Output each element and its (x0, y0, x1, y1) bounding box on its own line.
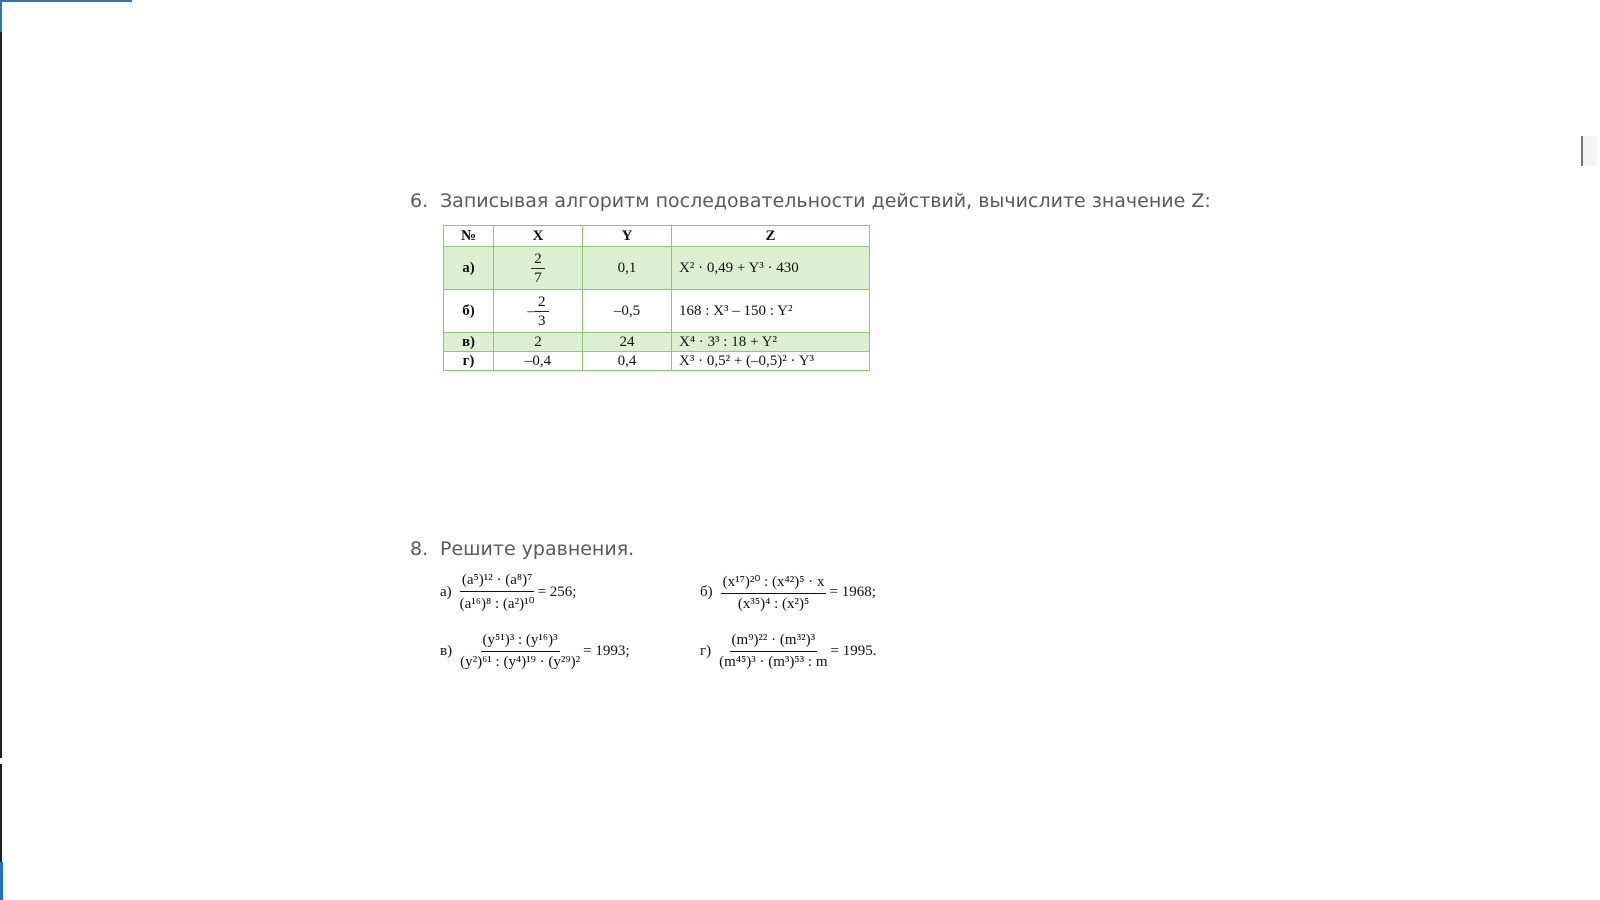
x-value: –0,4 (494, 352, 583, 371)
header-x: X (494, 226, 583, 247)
table-row (444, 352, 870, 371)
numerator: 2 (531, 250, 545, 269)
equation-fraction (721, 572, 827, 613)
task-8-heading (410, 538, 634, 560)
scrollbar-thumb[interactable] (1581, 136, 1597, 166)
table-row (444, 333, 870, 352)
y-value: 0,1 (583, 247, 672, 290)
equation-label: г) (700, 643, 712, 659)
equation-rhs: = 1995. (830, 643, 877, 659)
window-left-accent (0, 862, 3, 900)
values-table (443, 225, 870, 371)
equation-numerator: (a⁵)¹² · (a⁸)⁷ (460, 572, 534, 592)
equation-denominator: (m⁴⁵)³ · (m³)⁵³ : m (719, 654, 828, 670)
equation-a (440, 572, 576, 613)
y-value: 0,4 (583, 352, 672, 371)
equation-rhs: = 1993; (583, 643, 630, 659)
numerator: 2 (535, 293, 549, 312)
y-value: 24 (583, 333, 672, 352)
row-label: а) (444, 247, 494, 290)
table-row (444, 247, 870, 290)
equation-denominator: (y²)⁶¹ : (y⁴)¹⁹ · (y²⁹)² (460, 654, 581, 670)
equation-fraction (460, 632, 580, 671)
row-label: в) (444, 333, 494, 352)
z-expression: X³ · 0,5² + (–0,5)² · Y³ (672, 352, 870, 371)
equation-fraction (719, 632, 827, 671)
top-tab-indicator (0, 0, 132, 2)
z-expression: X² · 0,49 + Y³ · 430 (672, 247, 870, 290)
fraction (531, 250, 545, 287)
table-row (444, 290, 870, 333)
equation-label: в) (440, 643, 453, 659)
equation-numerator: (m⁹)²² · (m³²)³ (730, 632, 818, 652)
task-8-number: 8. (410, 538, 429, 560)
equation-denominator: (a¹⁶)⁸ : (a²)¹⁰ (459, 596, 535, 612)
equation-rhs: = 1968; (829, 584, 876, 600)
y-value: –0,5 (583, 290, 672, 333)
minus-sign: – (527, 303, 535, 319)
denominator: 7 (534, 269, 542, 286)
header-number: № (444, 226, 494, 247)
top-tab-edge (0, 0, 2, 32)
equation-rhs: = 256; (537, 584, 577, 600)
x-value: 2 (494, 333, 583, 352)
x-value (494, 290, 583, 333)
equation-numerator: (x¹⁷)²⁰ : (x⁴²)⁵ · x (721, 572, 827, 594)
row-label: г) (444, 352, 494, 371)
equation-denominator: (x³⁵)⁴ : (x²)⁵ (737, 596, 810, 612)
equation-fraction (460, 572, 535, 613)
window-left-border (0, 0, 2, 900)
task-8-text: Решите уравнения. (440, 538, 635, 560)
equation-b (700, 572, 876, 613)
equation-c (440, 632, 630, 671)
equation-label: а) (440, 584, 452, 600)
header-y: Y (583, 226, 672, 247)
task-6-heading (410, 190, 1211, 212)
denominator: 3 (538, 312, 546, 329)
window-left-border-gap (0, 758, 2, 764)
z-expression: X⁴ · 3³ : 18 + Y² (672, 333, 870, 352)
fraction (535, 293, 549, 330)
equation-numerator: (y⁵¹)³ : (y¹⁶)³ (481, 632, 560, 652)
header-z: Z (672, 226, 870, 247)
row-label: б) (444, 290, 494, 333)
task-6-text: Записывая алгоритм последовательности действий, вычислите значение Z: (440, 190, 1211, 212)
z-expression: 168 : X³ – 150 : Y² (672, 290, 870, 333)
equation-d (700, 632, 876, 671)
task-6-number: 6. (410, 190, 429, 212)
x-value (494, 247, 583, 290)
equation-label: б) (700, 584, 713, 600)
